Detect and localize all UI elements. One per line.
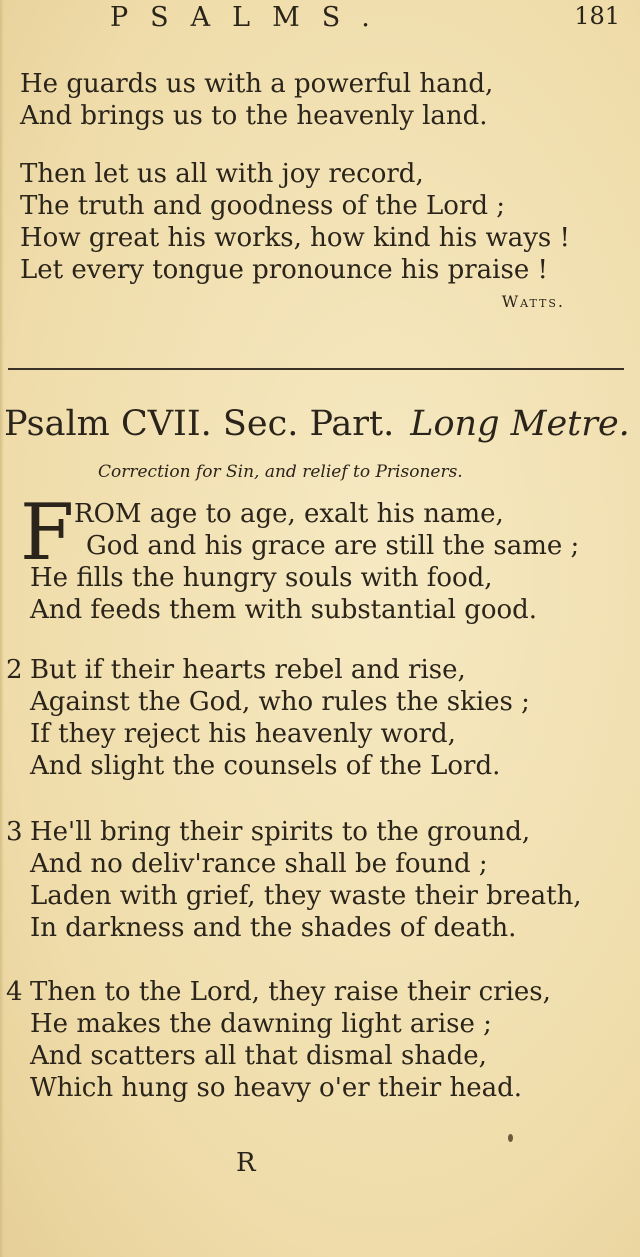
verse-line: He makes the dawning light arise ; bbox=[30, 1009, 492, 1039]
stanza-3 bbox=[6, 816, 620, 944]
verse-line: And scatters all that dismal shade, bbox=[30, 1041, 487, 1071]
verse-line: Which hung so heavy o'er their head. bbox=[30, 1073, 523, 1103]
stanza-number: 3 bbox=[6, 817, 23, 847]
verse-line: In darkness and the shades of death. bbox=[30, 913, 517, 943]
catchword: R bbox=[236, 1148, 256, 1178]
verse-line: He guards us with a powerful hand, bbox=[20, 69, 494, 99]
verse-line: He fills the hungry souls with food, bbox=[30, 563, 493, 593]
verse-line: And brings us to the heavenly land. bbox=[20, 101, 488, 131]
psalm-title-text: Psalm CVII. Sec. Part. bbox=[4, 404, 395, 444]
psalm-metre: Long Metre. bbox=[410, 404, 630, 444]
ink-speck bbox=[508, 1134, 513, 1142]
psalm-title bbox=[4, 404, 630, 444]
previous-stanza-2 bbox=[20, 158, 620, 286]
verse-line: Then let us all with joy record, bbox=[20, 159, 424, 189]
page-gutter bbox=[0, 0, 4, 1257]
verse-line: He'll bring their spirits to the ground, bbox=[30, 817, 531, 847]
stanza-4 bbox=[6, 976, 620, 1104]
stanza-number: 4 bbox=[6, 977, 23, 1007]
verse-line: God and his grace are still the same ; bbox=[86, 531, 580, 561]
psalm-subtitle: Correction for Sin, and relief to Prisoners. bbox=[98, 462, 463, 482]
verse-line: And slight the counsels of the Lord. bbox=[30, 751, 501, 781]
page-number: 181 bbox=[574, 2, 620, 30]
stanza-number: 2 bbox=[6, 655, 23, 685]
verse-line: And feeds them with substantial good. bbox=[30, 595, 538, 625]
attribution: Watts. bbox=[501, 292, 565, 311]
verse-line: And no deliv'rance shall be found ; bbox=[30, 849, 488, 879]
verse-line: Let every tongue pronounce his praise ! bbox=[20, 255, 548, 285]
stanza-2 bbox=[6, 654, 620, 782]
verse-line: The truth and goodness of the Lord ; bbox=[20, 191, 506, 221]
verse-line: ROM age to age, exalt his name, bbox=[74, 499, 504, 529]
verse-line: How great his works, how kind his ways ! bbox=[20, 223, 570, 253]
verse-line: If they reject his heavenly word, bbox=[30, 719, 456, 749]
stanza-1 bbox=[20, 498, 620, 626]
verse-line: Against the God, who rules the skies ; bbox=[30, 687, 530, 717]
section-divider bbox=[8, 368, 624, 370]
verse-line: But if their hearts rebel and rise, bbox=[30, 655, 466, 685]
running-head: PSALMS. bbox=[110, 2, 392, 33]
previous-stanza-1 bbox=[20, 68, 620, 132]
verse-line: Laden with grief, they waste their breath, bbox=[30, 881, 582, 911]
drop-cap: F bbox=[20, 488, 75, 578]
verse-line: Then to the Lord, they raise their cries, bbox=[30, 977, 551, 1007]
